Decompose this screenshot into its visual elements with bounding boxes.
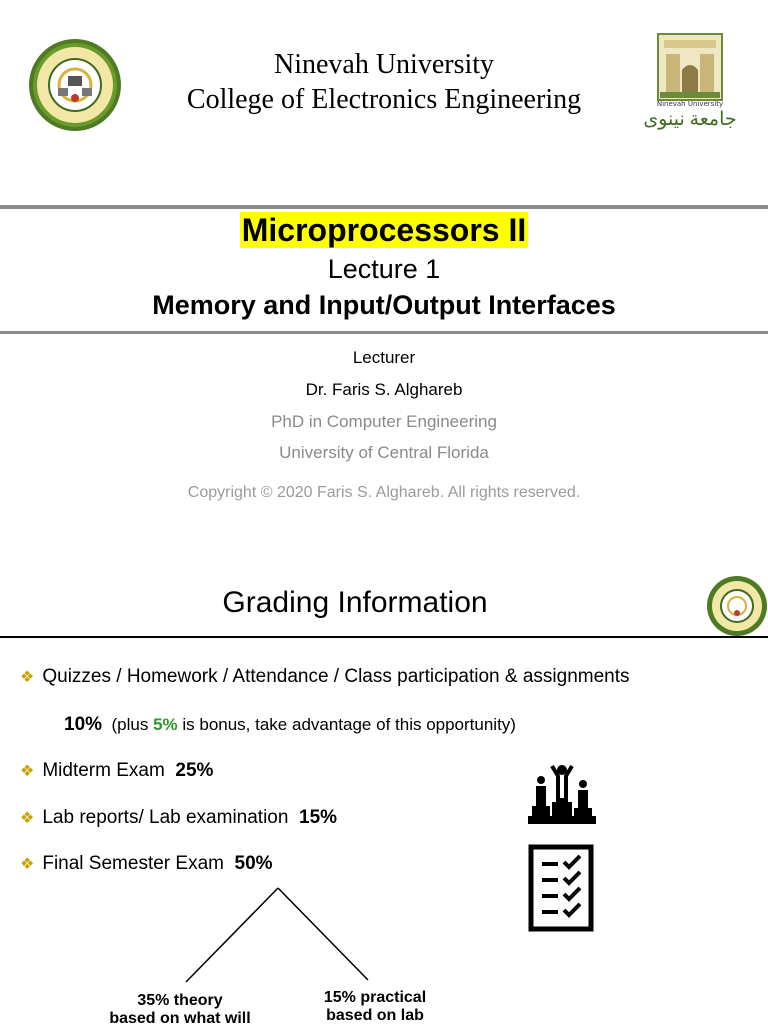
- lecturer-label: Lecturer: [352, 348, 416, 367]
- university-name: Ninevah University: [273, 49, 495, 80]
- theory-note: based on what will: [109, 1010, 251, 1027]
- bullet-quizzes-label: Quizzes / Homework / Attendance / Class participation & assignments: [42, 666, 630, 687]
- podium-icon: [528, 762, 596, 826]
- split-diagram-lines: [180, 886, 380, 986]
- slide-title: Grading Information: [222, 586, 488, 619]
- lecture-number: Lecture 1: [327, 254, 441, 284]
- logo-caption: Ninevah University: [656, 100, 724, 108]
- diamond-bullet-icon: ❖: [20, 810, 35, 827]
- practical-label: 15% practical: [323, 989, 427, 1006]
- bullet-final: [20, 853, 273, 875]
- theory-label: 35% theory: [137, 992, 223, 1009]
- gate-icon: [640, 30, 740, 102]
- logo-arabic-text: جامعة نينوى: [643, 109, 737, 130]
- college-name: College of Electronics Engineering: [186, 84, 582, 115]
- lecturer-name: Dr. Faris S. Alghareb: [305, 380, 463, 399]
- diamond-bullet-icon: ❖: [20, 763, 35, 780]
- bullet-midterm: [20, 760, 213, 782]
- college-seal-small-logo: [706, 576, 768, 636]
- top-divider: [0, 205, 768, 209]
- bonus-note-pre: (plus: [111, 715, 154, 734]
- diamond-bullet-icon: ❖: [20, 669, 35, 686]
- course-title-text: Microprocessors II: [241, 212, 527, 248]
- bottom-divider: [0, 331, 768, 334]
- midterm-label: Midterm Exam: [42, 760, 165, 781]
- diamond-bullet-icon: ❖: [20, 856, 35, 873]
- midterm-percent: 25%: [175, 760, 214, 781]
- quizzes-percent: 10%: [64, 714, 103, 735]
- bonus-percent: 5%: [153, 715, 178, 734]
- practical-split: [290, 989, 460, 1025]
- lab-label: Lab reports/ Lab examination: [42, 807, 289, 828]
- final-percent: 50%: [234, 853, 273, 874]
- checklist-icon: [528, 844, 594, 932]
- lecturer-degree: PhD in Computer Engineering: [271, 412, 497, 431]
- course-title: [0, 212, 768, 249]
- lecture-topic: Memory and Input/Output Interfaces: [152, 290, 616, 320]
- copyright-notice: Copyright © 2020 Faris S. Alghareb. All rights reserved.: [187, 484, 581, 501]
- lecturer-university: University of Central Florida: [279, 443, 489, 462]
- bullet-lab: [20, 807, 337, 829]
- university-logo: [640, 30, 740, 135]
- bonus-note-post: is bonus, take advantage of this opportunity): [177, 715, 516, 734]
- theory-split: [90, 992, 270, 1028]
- bullet-quizzes-detail: [64, 714, 516, 736]
- practical-note: based on lab: [326, 1007, 424, 1024]
- title-divider: [0, 636, 768, 638]
- bullet-quizzes: [20, 666, 630, 688]
- final-label: Final Semester Exam: [42, 853, 224, 874]
- lab-percent: 15%: [299, 807, 338, 828]
